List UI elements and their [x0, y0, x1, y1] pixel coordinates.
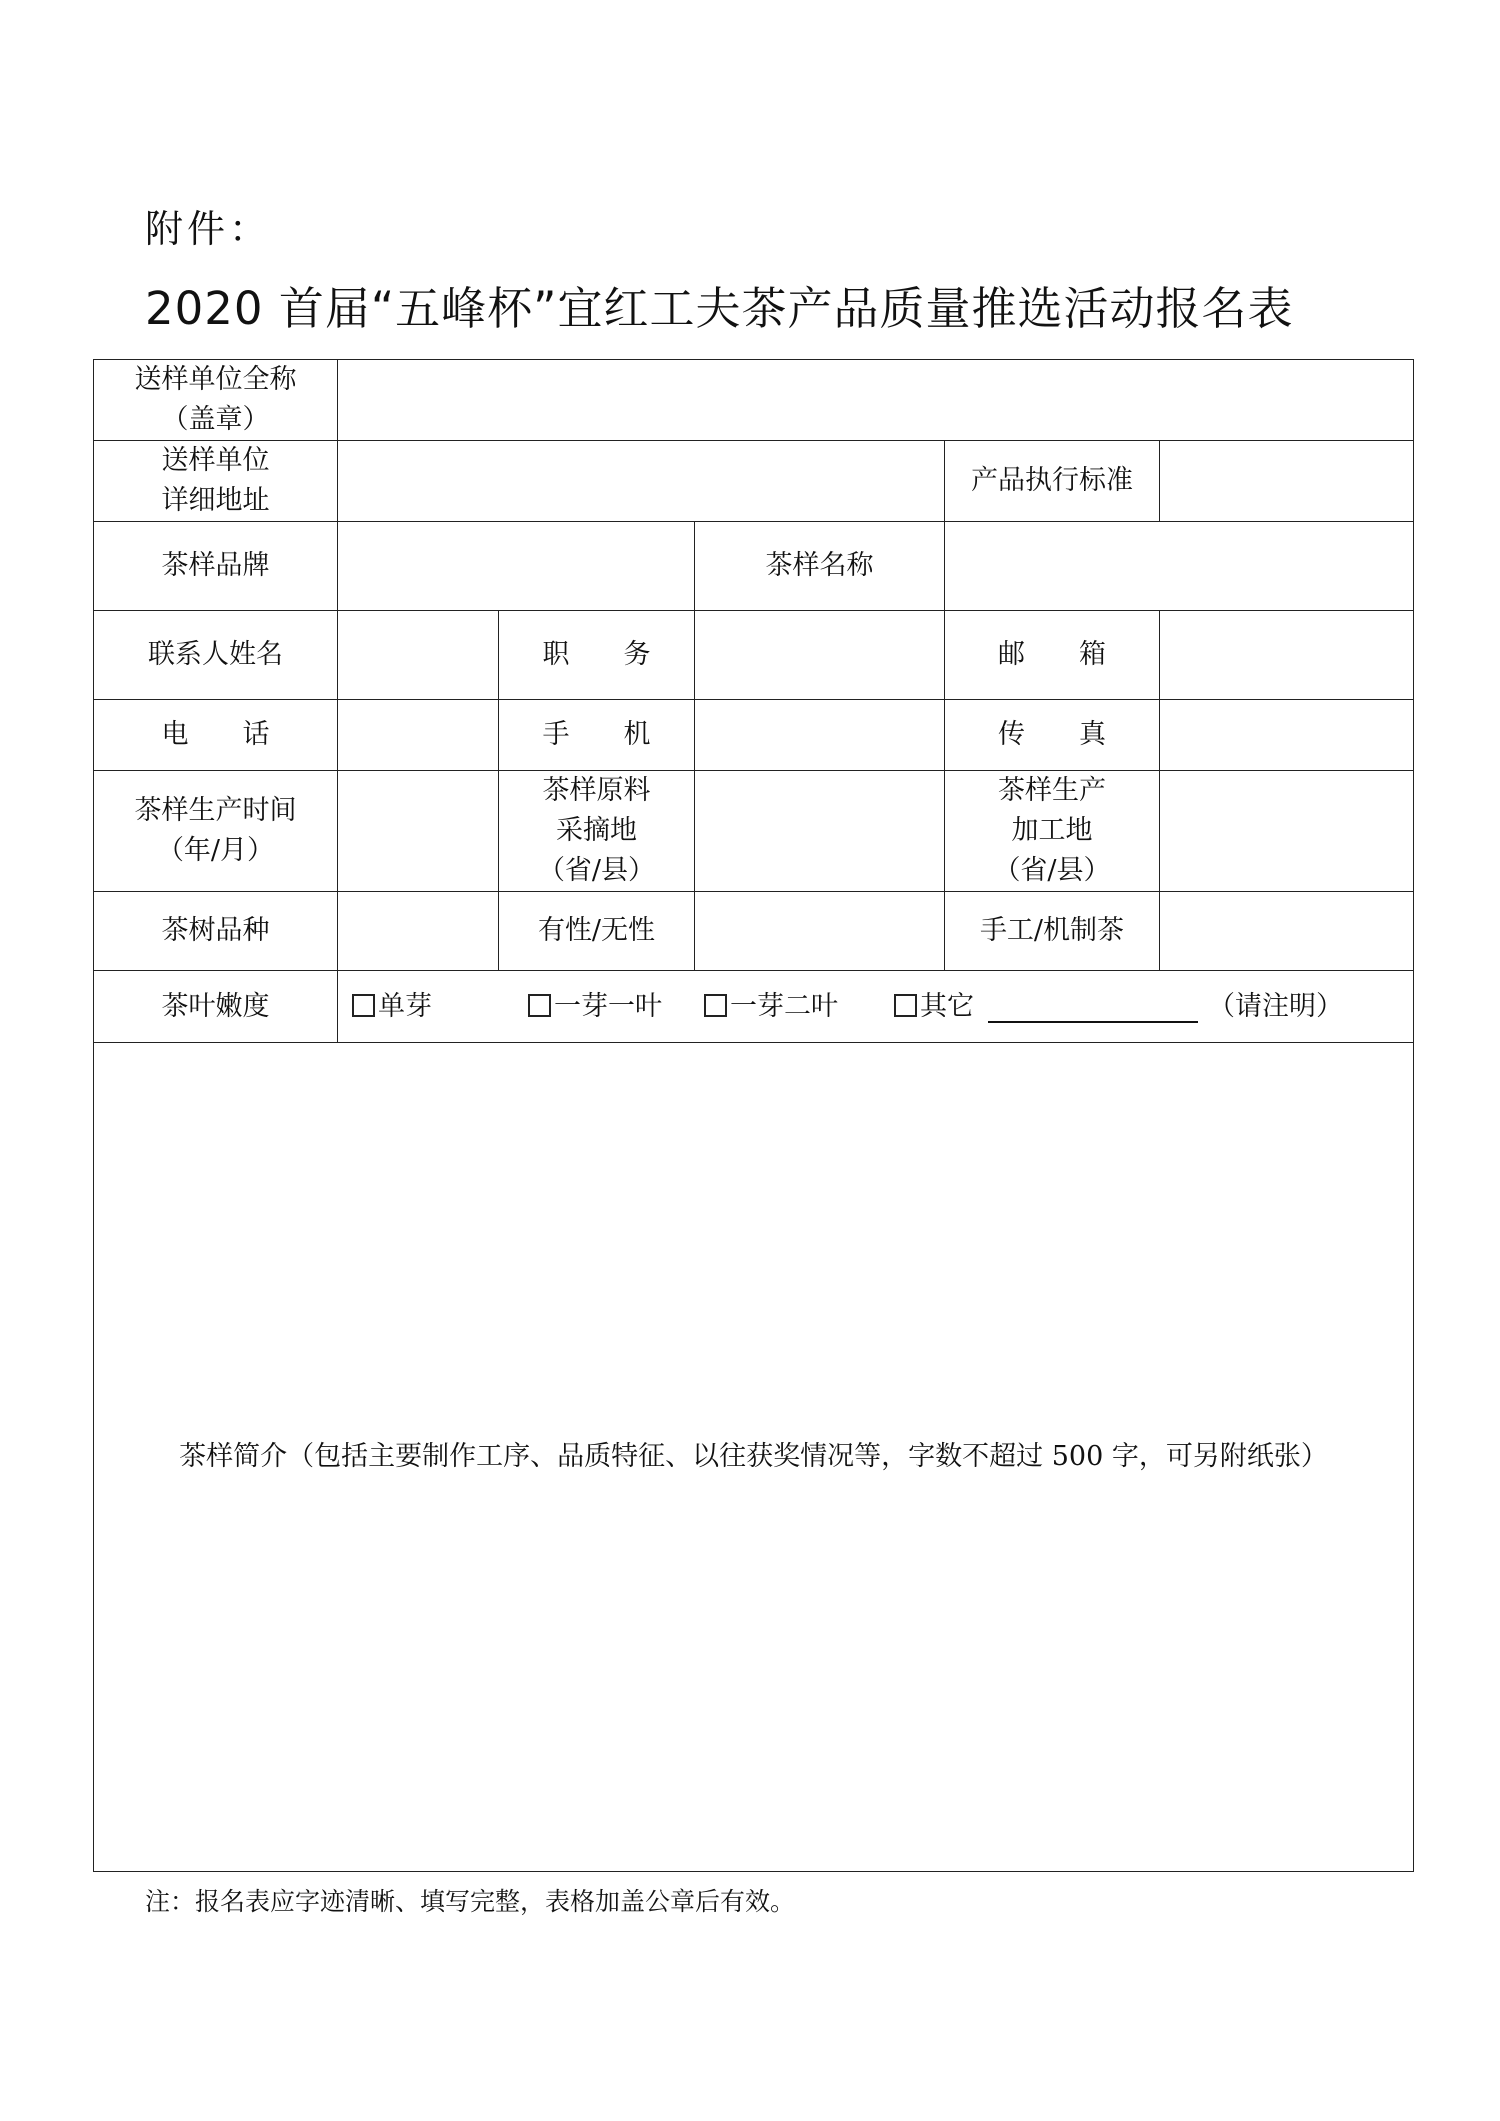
field-contact-name[interactable] [338, 611, 499, 700]
row-production [94, 771, 1414, 892]
field-handmade[interactable] [1160, 892, 1414, 971]
footnote: 注：报名表应字迹清晰、填写完整，表格加盖公章后有效。 [145, 1887, 796, 1916]
label-picking-place: 茶样原料 采摘地 （省/县） [499, 771, 695, 892]
row-tenderness [94, 971, 1414, 1043]
checkbox-icon[interactable] [704, 994, 727, 1017]
row-contact [94, 611, 1414, 700]
field-tree-variety[interactable] [338, 892, 499, 971]
option-one-bud-one-leaf[interactable]: 一芽一叶 [528, 987, 662, 1027]
field-sample-name[interactable] [945, 522, 1414, 611]
label-unit-full-name: 送样单位全称 （盖章） [94, 360, 338, 441]
label-production-time: 茶样生产时间 （年/月） [94, 771, 338, 892]
label-email: 邮 箱 [945, 611, 1160, 700]
label-brand: 茶样品牌 [94, 522, 338, 611]
row-intro [94, 1043, 1414, 1872]
row-unit-name [94, 360, 1414, 441]
label-address: 送样单位 详细地址 [94, 441, 338, 522]
field-unit-full-name[interactable] [338, 360, 1414, 441]
field-production-time[interactable] [338, 771, 499, 892]
label-phone: 电 话 [94, 700, 338, 771]
field-address[interactable] [338, 441, 945, 522]
field-picking-place[interactable] [695, 771, 945, 892]
other-specify-field[interactable] [988, 991, 1198, 1023]
checkbox-icon[interactable] [894, 994, 917, 1017]
please-specify-label: （请注明） [1208, 990, 1343, 1022]
field-standard[interactable] [1160, 441, 1414, 522]
field-brand[interactable] [338, 522, 695, 611]
row-brand [94, 522, 1414, 611]
registration-form-table [93, 359, 1414, 1872]
attachment-label: 附件： [145, 207, 272, 251]
intro-label: 茶样简介（包括主要制作工序、品质特征、以往获奖情况等，字数不超过 500 字，可另附纸张） [179, 1441, 1328, 1472]
checkbox-icon[interactable] [528, 994, 551, 1017]
row-phone [94, 700, 1414, 771]
field-mobile[interactable] [695, 700, 945, 771]
label-tree-variety: 茶树品种 [94, 892, 338, 971]
field-processing-place[interactable] [1160, 771, 1414, 892]
field-intro[interactable] [94, 1043, 1414, 1872]
label-tenderness: 茶叶嫩度 [94, 971, 338, 1043]
field-phone[interactable] [338, 700, 499, 771]
page-title: 2020 首届“五峰杯”宜红工夫茶产品质量推选活动报名表 [145, 282, 1294, 335]
field-position[interactable] [695, 611, 945, 700]
label-mobile: 手 机 [499, 700, 695, 771]
field-email[interactable] [1160, 611, 1414, 700]
row-variety [94, 892, 1414, 971]
label-processing-place: 茶样生产 加工地 （省/县） [945, 771, 1160, 892]
label-position: 职 务 [499, 611, 695, 700]
checkbox-icon[interactable] [352, 994, 375, 1017]
label-standard: 产品执行标准 [945, 441, 1160, 522]
label-fax: 传 真 [945, 700, 1160, 771]
row-address [94, 441, 1414, 522]
label-sexual: 有性/无性 [499, 892, 695, 971]
label-sample-name: 茶样名称 [695, 522, 945, 611]
field-fax[interactable] [1160, 700, 1414, 771]
label-contact-name: 联系人姓名 [94, 611, 338, 700]
option-other[interactable]: 其它 [894, 987, 974, 1027]
field-sexual[interactable] [695, 892, 945, 971]
tenderness-options [338, 971, 1414, 1043]
label-handmade: 手工/机制茶 [945, 892, 1160, 971]
option-one-bud-two-leaves[interactable]: 一芽二叶 [704, 987, 838, 1027]
option-single-bud[interactable]: 单芽 [352, 987, 432, 1027]
